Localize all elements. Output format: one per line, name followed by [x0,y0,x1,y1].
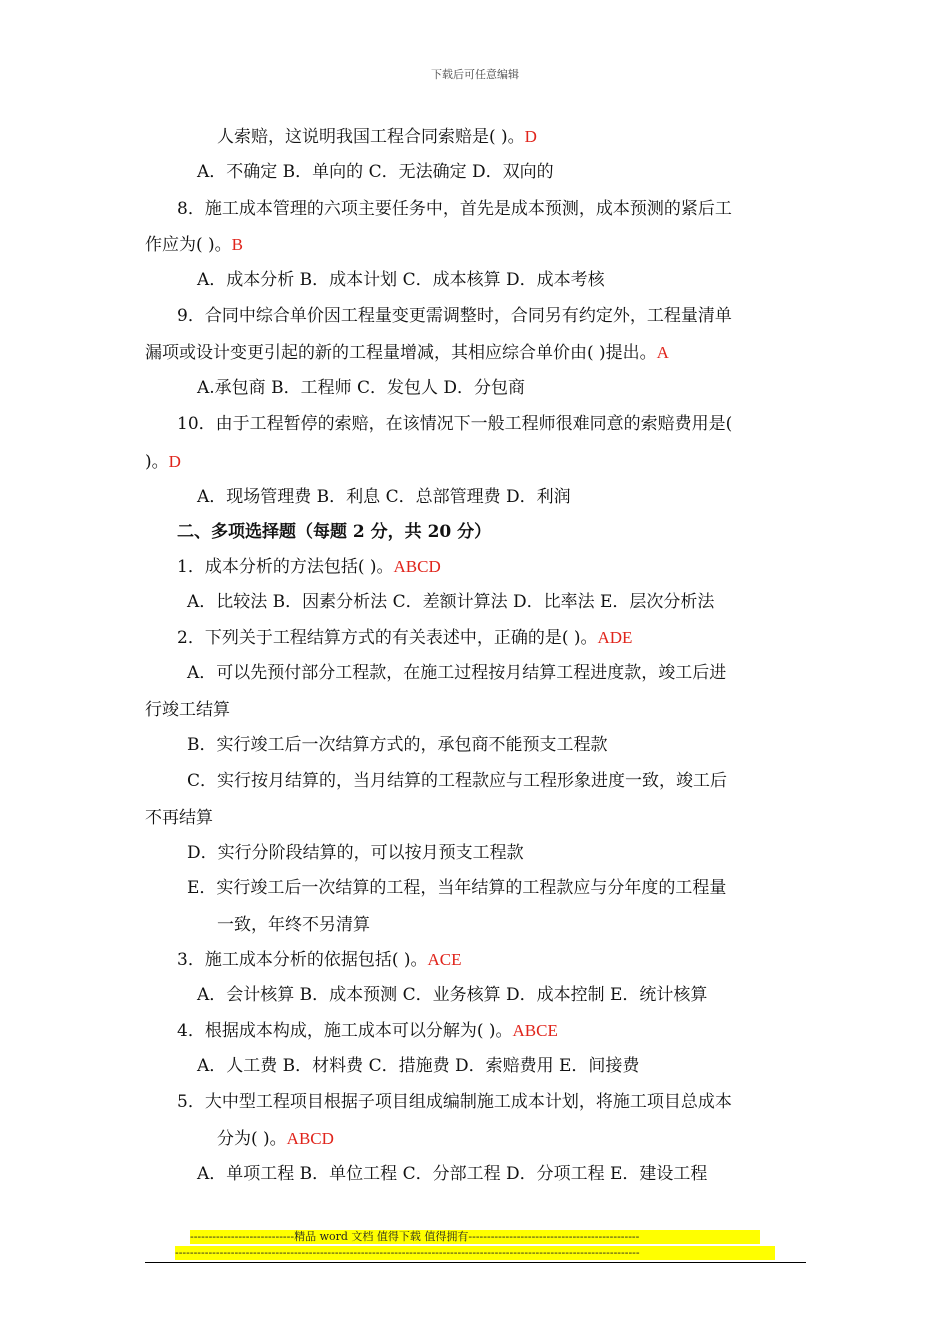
q8-stem: 作应为( )。 [145,235,232,255]
section-heading: 二、多项选择题（每题 2 分，共 20 分） [177,522,492,542]
m5-stem: 分为( )。 [217,1129,287,1149]
q8-line1: 8．施工成本管理的六项主要任务中，首先是成本预测，成本预测的紧后工 [177,199,732,219]
q9-answer: A [656,343,669,362]
page-header: 下载后可任意编辑 [431,68,519,81]
m2-option-e1: E．实行竣工后一次结算的工程，当年结算的工程款应与分年度的工程量 [187,878,727,898]
footer-dashes: ----------------------------------------------------------------------------------------------------------------------------- [175,1246,775,1260]
q9-line2 [145,341,669,365]
m4-options: A．人工费 B．材料费 C．措施费 D．索赔费用 E．间接费 [197,1056,640,1076]
q10-options: A．现场管理费 B．利息 C．总部管理费 D．利润 [197,487,571,507]
q10-line1: 10．由于工程暂停的索赔，在该情况下一般工程师很难同意的索赔费用是( [177,414,733,434]
m3-stem: 3．施工成本分析的依据包括( )。 [177,950,428,970]
q10-line2 [145,450,181,474]
m1-answer: ABCD [393,557,441,576]
m5-line2 [217,1127,334,1151]
q10-answer: D [168,452,181,471]
m1-options: A．比较法 B．因素分析法 C．差额计算法 D．比率法 E．层次分析法 [187,592,715,612]
m4-answer: ABCE [512,1021,558,1040]
q8-answer: B [231,235,244,254]
m3-text [177,948,461,972]
m2-stem: 2．下列关于工程结算方式的有关表述中，正确的是( )。 [177,628,598,648]
q9-options: A.承包商 B．工程师 C．发包人 D．分包商 [197,378,526,398]
m2-text [177,626,632,650]
q7-options: A．不确定 B．单向的 C．无法确定 D．双向的 [197,162,554,182]
q8-options: A．成本分析 B．成本计划 C．成本核算 D．成本考核 [197,270,605,290]
m4-text [177,1019,558,1043]
q9-stem: 漏项或设计变更引起的新的工程量增减，其相应综合单价由( )提出。 [145,343,657,363]
m2-option-b: B．实行竣工后一次结算方式的，承包商不能预支工程款 [187,735,608,755]
m2-option-e2: 一致，年终不另清算 [217,915,370,935]
m1-stem: 1．成本分析的方法包括( )。 [177,557,394,577]
q8-line2 [145,233,243,257]
m1-text [177,555,441,579]
m2-answer: ADE [597,628,633,647]
m5-line1: 5．大中型工程项目根据子项目组成编制施工成本计划，将施工项目总成本 [177,1092,732,1112]
m3-options: A．会计核算 B．成本预测 C．业务核算 D．成本控制 E．统计核算 [197,985,708,1005]
m4-stem: 4．根据成本构成，施工成本可以分解为( )。 [177,1021,513,1041]
m2-option-d: D．实行分阶段结算的，可以按月预支工程款 [187,843,524,863]
footer-rule [145,1262,806,1263]
q7-stem: 人索赔，这说明我国工程合同索赔是( )。 [217,127,525,147]
q10-stem: )。 [145,452,169,472]
m2-option-c1: C．实行按月结算的，当月结算的工程款应与工程形象进度一致，竣工后 [187,771,728,791]
m5-answer: ABCD [286,1129,334,1148]
m2-option-c2: 不再结算 [145,808,213,828]
q9-line1: 9．合同中综合单价因工程量变更需调整时，合同另有约定外，工程量清单 [177,306,732,326]
m5-options: A．单项工程 B．单位工程 C．分部工程 D．分项工程 E．建设工程 [197,1164,708,1184]
q7-answer: D [524,127,537,146]
m2-option-a2: 行竣工结算 [145,700,230,720]
m2-option-a1: A．可以先预付部分工程款，在施工过程按月结算工程进度款，竣工后进 [187,663,727,683]
m3-answer: ACE [427,950,462,969]
footer-banner: ----------------------------精品 word 文档 值得下载 值得拥有---------------------------------------------- [190,1230,760,1244]
q7-text [217,125,537,149]
